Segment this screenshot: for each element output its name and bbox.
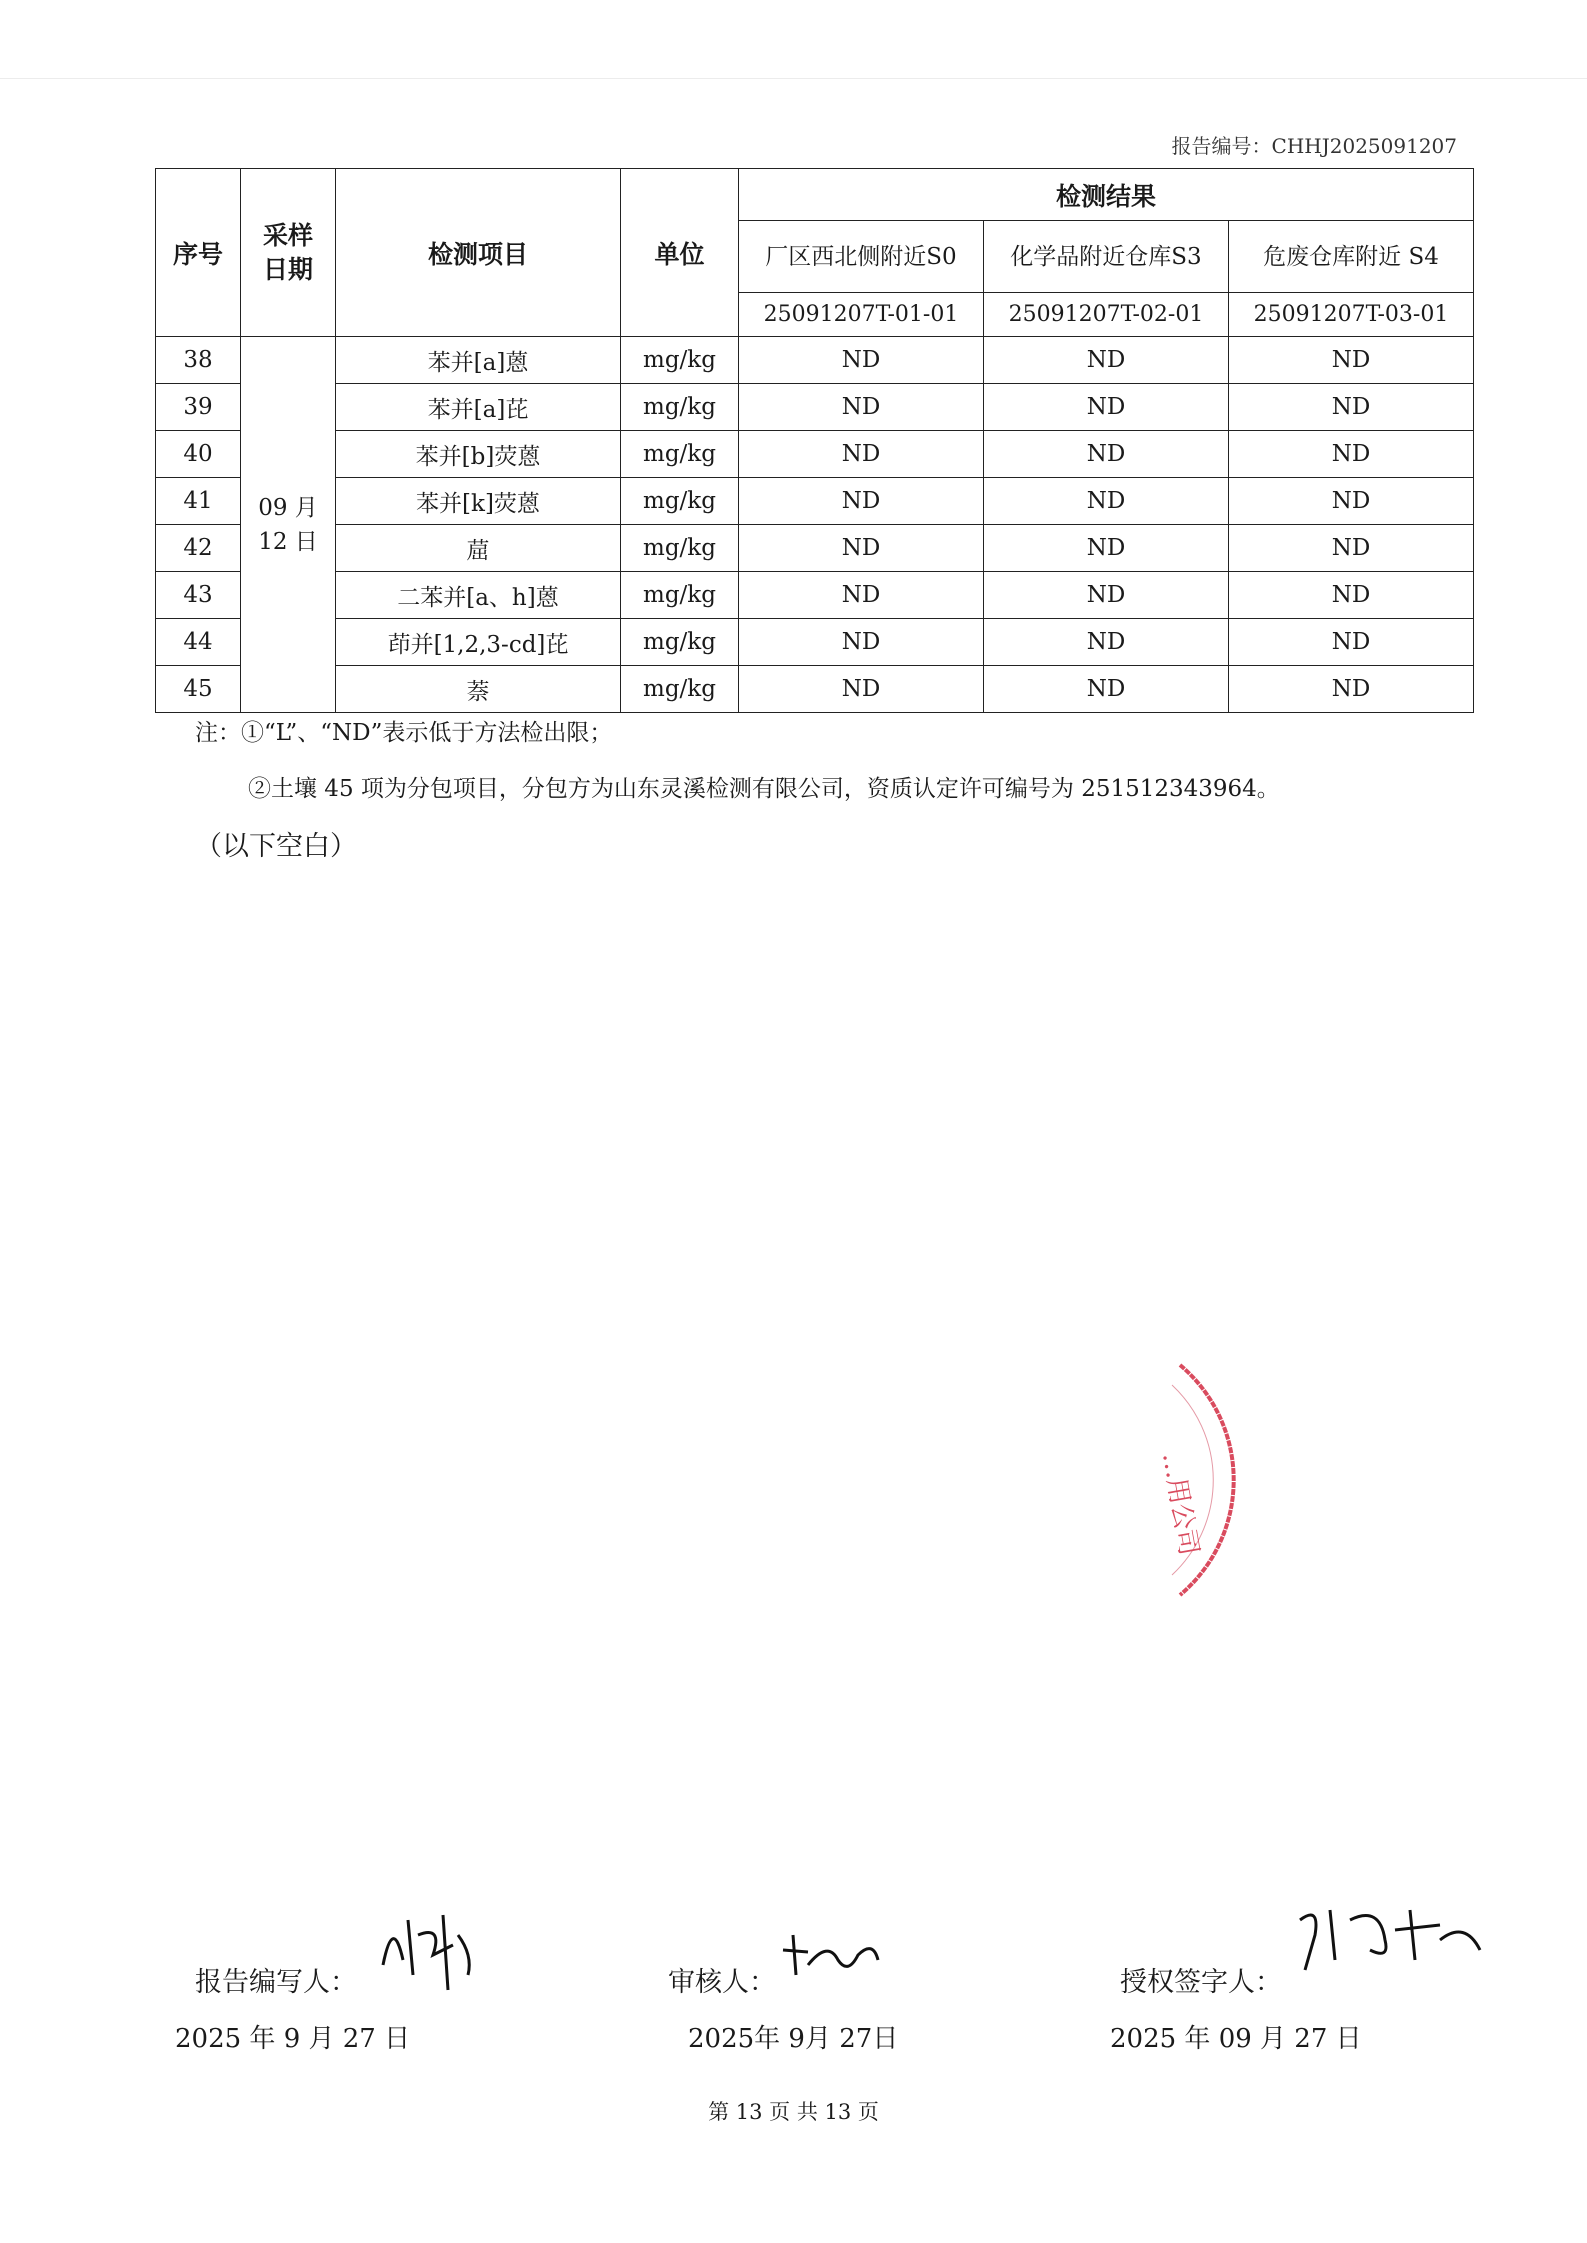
row-unit: mg/kg bbox=[621, 337, 739, 384]
row-no: 44 bbox=[156, 619, 241, 666]
row-unit: mg/kg bbox=[621, 619, 739, 666]
site-code-s4: 25091207T-03-01 bbox=[1229, 293, 1474, 337]
signer-label: 授权签字人： bbox=[1120, 1967, 1282, 1998]
writer-signature bbox=[373, 1905, 483, 1995]
row-result-s3: ND bbox=[984, 525, 1229, 572]
table-row bbox=[156, 384, 1474, 431]
row-result-s3: ND bbox=[984, 666, 1229, 713]
row-item: 苯并[a]芘 bbox=[336, 384, 621, 431]
row-item: 苯并[b]荧蒽 bbox=[336, 431, 621, 478]
row-unit: mg/kg bbox=[621, 572, 739, 619]
row-no: 42 bbox=[156, 525, 241, 572]
row-result-s0: ND bbox=[739, 478, 984, 525]
signer-signature bbox=[1290, 1900, 1490, 1990]
row-result-s0: ND bbox=[739, 384, 984, 431]
row-result-s0: ND bbox=[739, 431, 984, 478]
row-unit: mg/kg bbox=[621, 431, 739, 478]
svg-text:…用公司: …用公司 bbox=[1156, 1450, 1204, 1558]
row-result-s4: ND bbox=[1229, 572, 1474, 619]
row-unit: mg/kg bbox=[621, 666, 739, 713]
header-item: 检测项目 bbox=[336, 169, 621, 337]
row-item: 萘 bbox=[336, 666, 621, 713]
row-no: 45 bbox=[156, 666, 241, 713]
row-item: 二苯并[a、h]蒽 bbox=[336, 572, 621, 619]
row-unit: mg/kg bbox=[621, 384, 739, 431]
row-result-s4: ND bbox=[1229, 619, 1474, 666]
page-number: 第 13 页 共 13 页 bbox=[708, 2100, 879, 2124]
signer-date: 2025 年 09 月 27 日 bbox=[1110, 2024, 1362, 2054]
writer-label: 报告编写人： bbox=[195, 1967, 357, 1998]
row-result-s3: ND bbox=[984, 478, 1229, 525]
table-row bbox=[156, 619, 1474, 666]
row-item: 䓛 bbox=[336, 525, 621, 572]
header-results: 检测结果 bbox=[739, 169, 1474, 221]
table-row bbox=[156, 666, 1474, 713]
row-result-s3: ND bbox=[984, 619, 1229, 666]
row-result-s3: ND bbox=[984, 431, 1229, 478]
blank-below-marker: （以下空白） bbox=[195, 831, 357, 862]
note-1: 注：①“L”、“ND”表示低于方法检出限； bbox=[195, 720, 613, 746]
table-row bbox=[156, 478, 1474, 525]
row-result-s4: ND bbox=[1229, 337, 1474, 384]
table-row bbox=[156, 572, 1474, 619]
row-result-s0: ND bbox=[739, 666, 984, 713]
row-unit: mg/kg bbox=[621, 478, 739, 525]
reviewer-signature-block bbox=[668, 1960, 899, 2054]
signer-signature-block bbox=[1110, 1960, 1362, 2054]
row-result-s4: ND bbox=[1229, 384, 1474, 431]
row-result-s3: ND bbox=[984, 337, 1229, 384]
table-row bbox=[156, 525, 1474, 572]
header-sample-date: 采样日期 bbox=[241, 169, 336, 337]
row-unit: mg/kg bbox=[621, 525, 739, 572]
row-item: 茚并[1,2,3-cd]芘 bbox=[336, 619, 621, 666]
site-name-s3: 化学品附近仓库S3 bbox=[984, 221, 1229, 293]
row-result-s4: ND bbox=[1229, 478, 1474, 525]
header-unit: 单位 bbox=[621, 169, 739, 337]
row-result-s4: ND bbox=[1229, 525, 1474, 572]
table-row bbox=[156, 431, 1474, 478]
row-result-s0: ND bbox=[739, 572, 984, 619]
row-item: 苯并[k]荧蒽 bbox=[336, 478, 621, 525]
scan-edge-line bbox=[0, 78, 1587, 79]
row-no: 41 bbox=[156, 478, 241, 525]
reviewer-date: 2025年 9月 27日 bbox=[688, 2024, 899, 2054]
row-result-s3: ND bbox=[984, 572, 1229, 619]
report-number: 报告编号：CHHJ2025091207 bbox=[1171, 134, 1457, 158]
site-name-s0: 厂区西北侧附近S0 bbox=[739, 221, 984, 293]
site-code-s0: 25091207T-01-01 bbox=[739, 293, 984, 337]
row-no: 38 bbox=[156, 337, 241, 384]
sample-date: 09 月 12 日 bbox=[241, 337, 336, 713]
writer-signature-block bbox=[175, 1960, 411, 2054]
row-result-s4: ND bbox=[1229, 431, 1474, 478]
row-no: 43 bbox=[156, 572, 241, 619]
reviewer-label: 审核人： bbox=[668, 1967, 776, 1998]
seal-stamp bbox=[1150, 1355, 1280, 1605]
note-2: ②土壤 45 项为分包项目，分包方为山东灵溪检测有限公司，资质认定许可编号为 251512343964。 bbox=[248, 776, 1280, 802]
row-result-s0: ND bbox=[739, 619, 984, 666]
results-table bbox=[155, 168, 1474, 713]
row-no: 39 bbox=[156, 384, 241, 431]
row-item: 苯并[a]蒽 bbox=[336, 337, 621, 384]
row-result-s0: ND bbox=[739, 337, 984, 384]
site-code-s3: 25091207T-02-01 bbox=[984, 293, 1229, 337]
row-result-s0: ND bbox=[739, 525, 984, 572]
reviewer-signature bbox=[778, 1930, 888, 1990]
header-seq: 序号 bbox=[156, 169, 241, 337]
writer-date: 2025 年 9 月 27 日 bbox=[175, 2024, 411, 2054]
row-no: 40 bbox=[156, 431, 241, 478]
row-result-s3: ND bbox=[984, 384, 1229, 431]
table-row bbox=[156, 337, 1474, 384]
row-result-s4: ND bbox=[1229, 666, 1474, 713]
site-name-s4: 危废仓库附近 S4 bbox=[1229, 221, 1474, 293]
